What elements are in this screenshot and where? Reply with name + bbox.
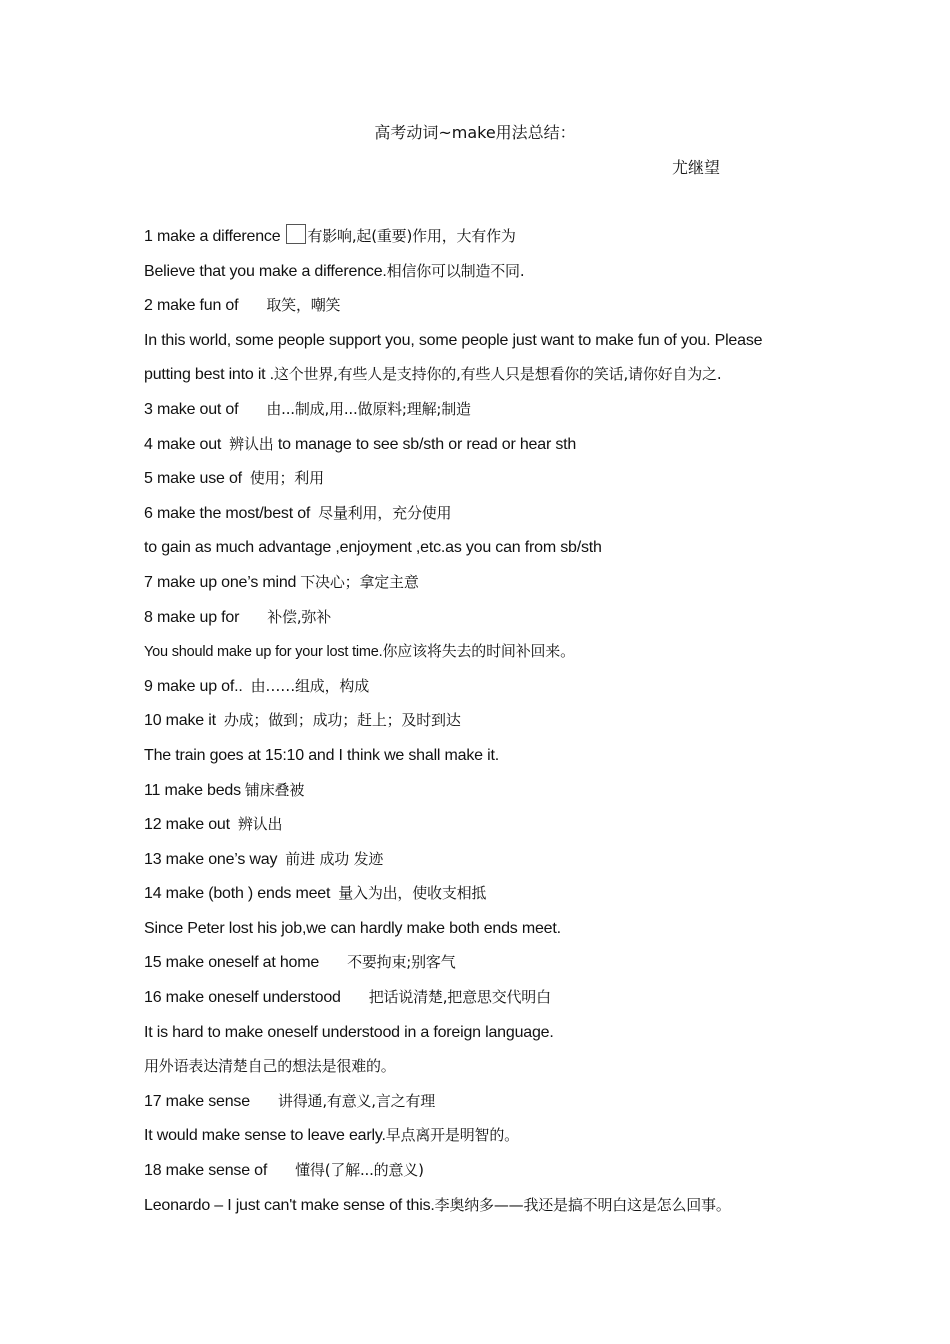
chinese-text: 补偿,弥补 [267,607,332,626]
text-line [144,880,834,915]
chinese-text: 不要拘束;别客气 [347,953,456,972]
text-line [144,465,834,500]
text-line [144,258,834,293]
english-text: 6 make the most/best of [144,504,311,522]
text-line [144,949,834,984]
text-line [144,673,834,708]
english-text: 17 make sense [144,1092,250,1110]
document-title: 高考动词~make用法总结： [374,123,576,142]
english-text: 10 make it [144,712,216,730]
text-line [144,1192,834,1227]
english-text: putting best into it . [144,366,274,384]
text-line [144,984,834,1019]
english-text: The train goes at 15:10 and I think we shall make it. [144,746,499,764]
english-text: It is hard to make oneself understood in a foreign language. [144,1023,554,1041]
english-definition: to manage to see sb/sth or read or hear sth [273,435,577,453]
text-line [144,569,834,604]
chinese-text: 由...制成,用...做原料;理解;制造 [266,399,471,418]
text-line [144,742,834,777]
english-text: It would make sense to leave early. [144,1127,386,1145]
text-line [144,1157,834,1192]
text-line [144,223,834,258]
chinese-text: 早点离开是明智的。 [385,1126,519,1145]
english-text: 11 make beds [144,781,241,799]
chinese-text: 量入为出，使收支相抵 [338,884,487,903]
chinese-text: 办成；做到；成功；赶上；及时到达 [223,711,461,730]
english-text: 16 make oneself understood [144,989,341,1007]
chinese-text: 你应该将失去的时间补回来。 [382,642,575,661]
english-text: 5 make use of [144,470,242,488]
text-line [144,1122,834,1157]
chinese-text: 李奥纳多——我还是搞不明白这是怎么回事。 [434,1195,731,1214]
text-line [144,604,834,639]
english-text: 7 make up one’s mind [144,573,297,591]
english-text: 13 make one’s way [144,850,278,868]
text-line [144,1019,834,1054]
placeholder-box [286,224,306,244]
text-line [144,915,834,950]
english-text: Since Peter lost his job,we can hardly make both ends meet. [144,919,561,937]
text-line [144,292,834,327]
text-line [144,811,834,846]
text-line [144,361,834,396]
chinese-text: 铺床叠被 [244,780,305,799]
text-line [144,534,834,569]
english-text: 12 make out [144,816,230,834]
english-text: Leonardo – I just can't make sense of this. [144,1196,435,1214]
text-line [144,396,834,431]
text-line [144,707,834,742]
text-line [144,431,834,466]
english-text: 2 make fun of [144,297,239,315]
english-text: 9 make up of.. [144,677,243,695]
chinese-text: 前进 成功 发迹 [285,849,384,868]
english-text: to gain as much advantage ,enjoyment ,etc.as you can from sb/sth [144,539,602,557]
english-text: 8 make up for [144,608,240,626]
chinese-text: 有影响,起(重要)作用，大有作为 [307,227,516,245]
english-text: 1 make a difference [144,228,281,245]
chinese-text: 相信你可以制造不同. [386,261,525,280]
chinese-text: 由……组成，构成 [250,676,369,695]
english-text: 4 make out [144,435,222,453]
text-line [144,638,834,673]
chinese-text: 把话说清楚,把意思交代明白 [368,988,551,1007]
english-text: 3 make out of [144,400,239,418]
chinese-text: 这个世界,有些人是支持你的,有些人只是想看你的笑话,请你好自为之. [273,365,722,384]
author-name: 尤继望 [672,158,721,177]
chinese-text: 下决心；拿定主意 [300,572,419,591]
english-text: 15 make oneself at home [144,954,320,972]
english-text: 14 make (both ) ends meet [144,885,331,903]
chinese-text: 使用；利用 [249,469,324,488]
chinese-text: 辨认出 [229,434,274,453]
english-text: Believe that you make a difference. [144,262,387,280]
text-line [144,1088,834,1123]
english-text: 18 make sense of [144,1162,268,1180]
text-line [144,500,834,535]
text-line [144,327,834,362]
text-line [144,846,834,881]
chinese-text: 讲得通,有意义,言之有理 [277,1091,436,1110]
english-text: In this world, some people support you, some people just want to make fun of you. Please [144,331,763,349]
text-line [144,1053,834,1088]
text-line [144,777,834,812]
chinese-text: 尽量利用，充分使用 [318,503,452,522]
chinese-text: 用外语表达清楚自己的想法是很难的。 [144,1057,396,1076]
chinese-text: 懂得(了解...的意义) [295,1161,424,1180]
phrase-list [144,223,834,1226]
chinese-text: 取笑，嘲笑 [266,296,341,315]
english-text: You should make up for your lost time. [144,644,383,661]
chinese-text: 辨认出 [237,815,283,834]
